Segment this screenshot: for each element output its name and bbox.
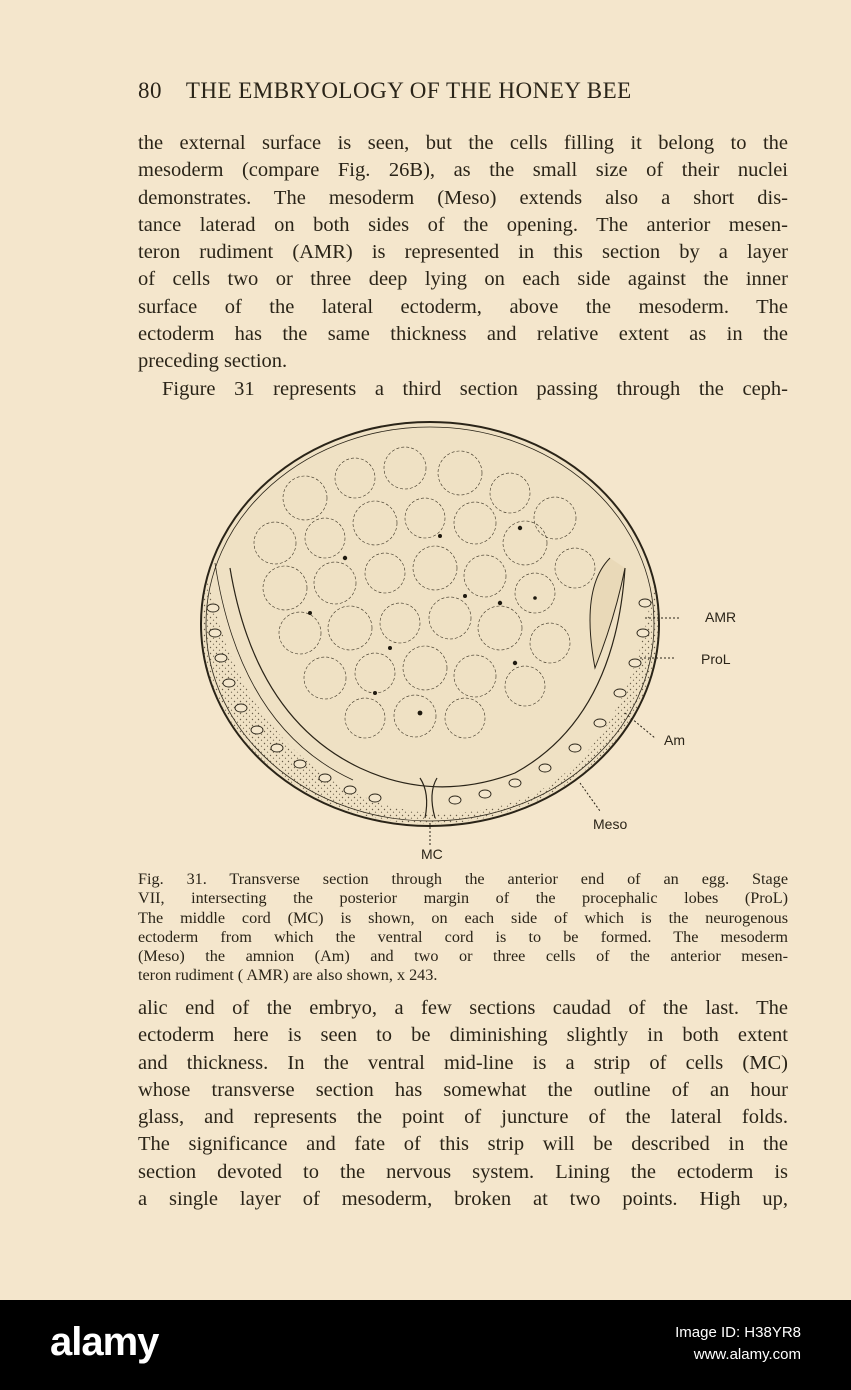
- text-line: a single layer of mesoderm, broken at two points. High up,: [138, 1188, 788, 1211]
- text-line: surface of the lateral ectoderm, above the mesoderm. The: [138, 295, 788, 318]
- text-line: alic end of the embryo, a few sections caudad of the last. The: [138, 997, 788, 1019]
- text-line: whose transverse section has somewhat the outline of an hour: [138, 1078, 788, 1101]
- text-line: ectoderm here is seen to be diminishing slightly in both extent: [138, 1024, 788, 1047]
- label-mc: MC: [421, 846, 443, 862]
- figure-31-illustration: [185, 418, 765, 868]
- caption-line: teron rudiment ( AMR) are also shown, x 243.: [138, 966, 438, 985]
- paragraph-1: [138, 130, 788, 403]
- label-meso: Meso: [593, 816, 628, 832]
- caption-line: (Meso) the amnion (Am) and two or three cells of the anterior mesen-: [138, 947, 788, 966]
- stock-footer-bar: [0, 1300, 851, 1390]
- figure-caption: [138, 870, 788, 986]
- text-line: preceding section.: [138, 350, 288, 373]
- running-title: THE EMBRYOLOGY OF THE HONEY BEE: [185, 78, 632, 103]
- text-line: tance laterad on both sides of the opening. The anterior mesen-: [138, 213, 788, 236]
- text-line: mesoderm (compare Fig. 26B), as the small size of their nuclei: [138, 159, 788, 182]
- label-prol: ProL: [701, 651, 731, 667]
- egg-cross-section-drawing: [185, 418, 765, 868]
- paragraph-2: [138, 995, 788, 1213]
- image-id: Image ID: H38YR8: [675, 1324, 801, 1341]
- text-line: teron rudiment (AMR) is represented in this section by a layer: [138, 241, 788, 264]
- page-header: [138, 78, 788, 104]
- label-amr: AMR: [705, 609, 737, 625]
- page-number: 80: [138, 78, 162, 103]
- caption-line: The middle cord (MC) is shown, on each side of which is the neurogenous: [138, 908, 788, 927]
- text-line: the external surface is seen, but the cells filling it belong to the: [138, 132, 788, 154]
- caption-line: ectoderm from which the ventral cord is to be formed. The mesoderm: [138, 927, 788, 946]
- label-am: Am: [664, 732, 685, 748]
- text-line: section devoted to the nervous system. Lining the ectoderm is: [138, 1160, 788, 1183]
- text-line: The significance and fate of this strip will be described in the: [138, 1133, 788, 1156]
- text-line: ectoderm has the same thickness and relative extent as in the: [138, 323, 788, 346]
- text-line: Figure 31 represents a third section passing through the ceph-: [162, 377, 788, 400]
- caption-line: Fig. 31. Transverse section through the anterior end of an egg. Stage: [138, 870, 788, 888]
- caption-line: VII, intersecting the posterior margin of the procephalic lobes (ProL): [138, 889, 788, 908]
- text-line: of cells two or three deep lying on each side against the inner: [138, 268, 788, 291]
- brand-logo: alamy: [50, 1320, 159, 1364]
- text-line: glass, and represents the point of juncture of the lateral folds.: [138, 1106, 788, 1129]
- text-line: demonstrates. The mesoderm (Meso) extends also a short dis-: [138, 186, 788, 209]
- image-id-block: [675, 1322, 801, 1366]
- site-url: www.alamy.com: [693, 1346, 801, 1363]
- text-line: and thickness. In the ventral mid-line is a strip of cells (MC): [138, 1051, 788, 1074]
